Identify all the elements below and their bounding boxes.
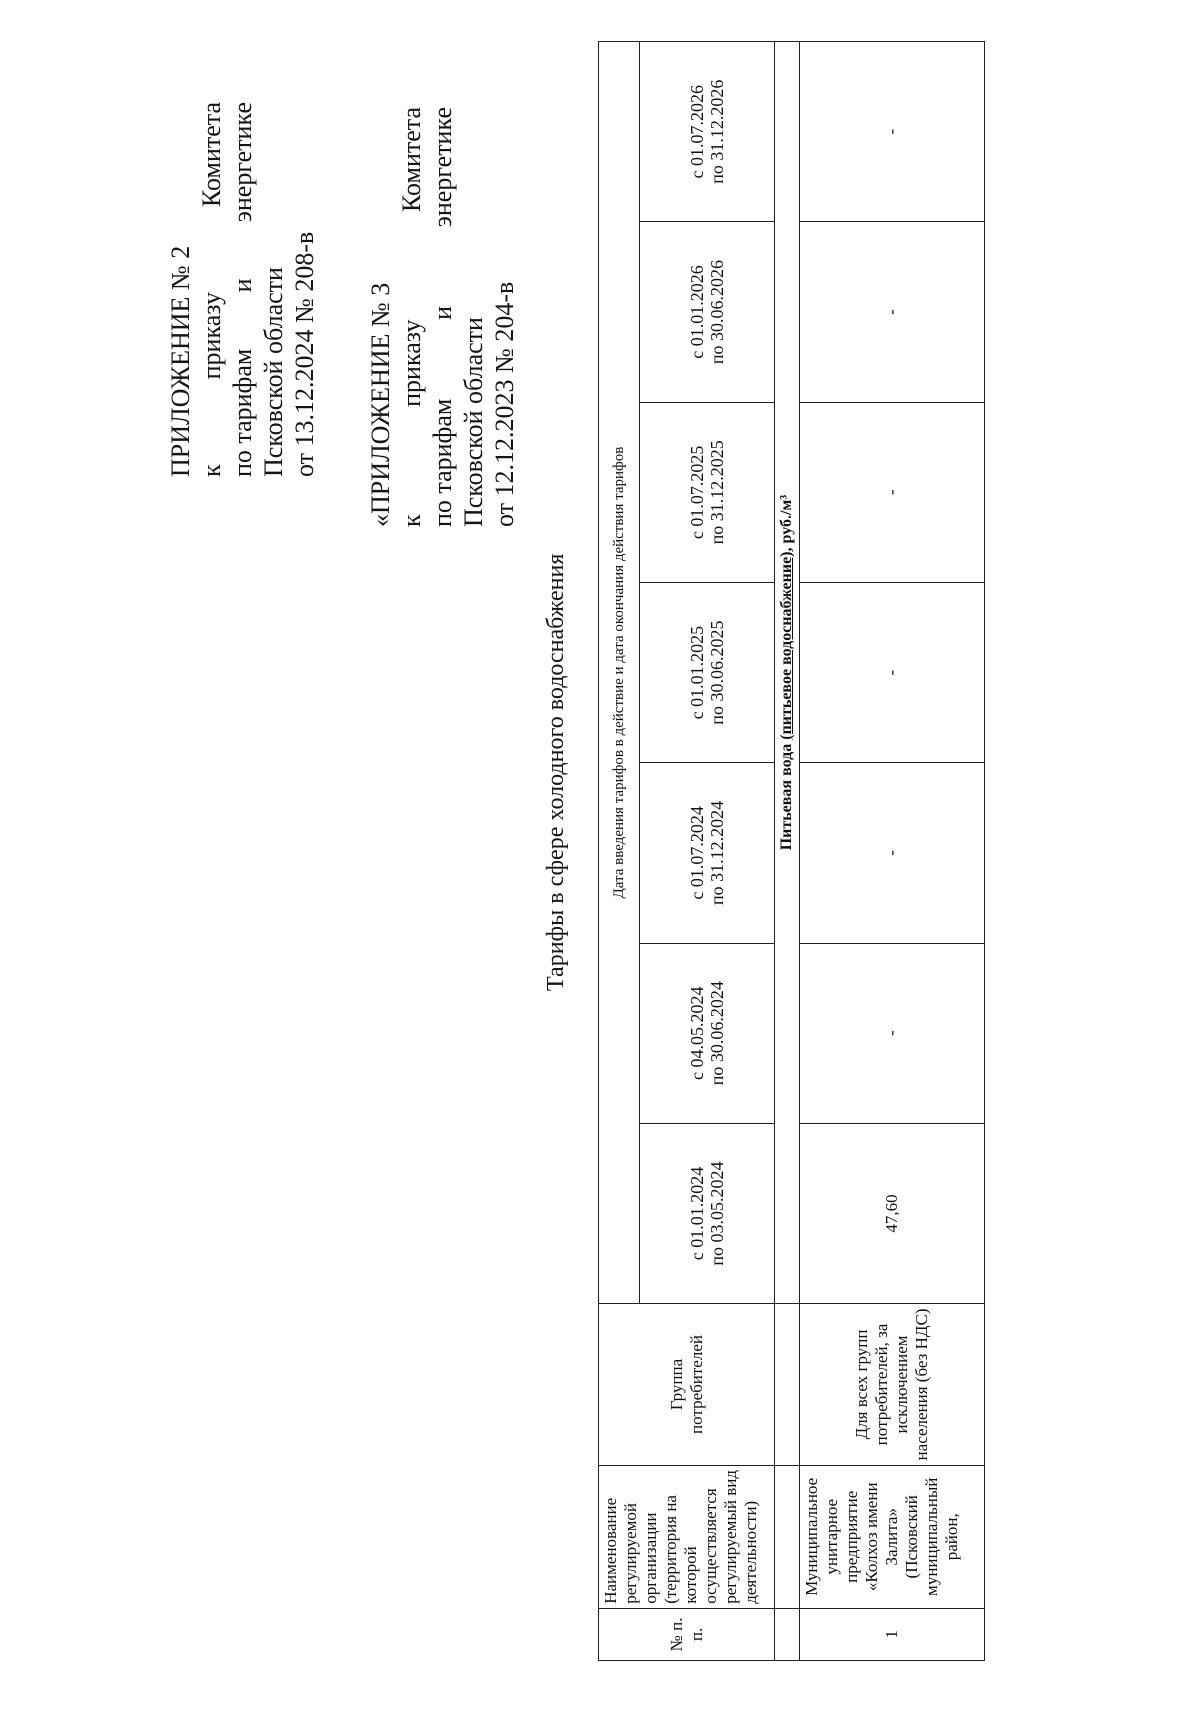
row-value: - — [800, 222, 985, 402]
appendix-current-energy-word: энергетике — [228, 102, 257, 223]
appendix-previous-energy-word: энергетике — [428, 107, 457, 228]
period-header-cell — [640, 1123, 775, 1303]
row-value: - — [800, 42, 985, 222]
period-header-cell — [640, 222, 775, 402]
period-header-cell — [640, 763, 775, 943]
period-end: по 31.12.2026 — [707, 79, 727, 184]
period-start: с 01.01.2026 — [687, 265, 707, 359]
section-title-unit: , руб./м³ — [778, 494, 795, 552]
section-empty-cell — [775, 1465, 800, 1608]
header-number: № п. п. — [599, 1608, 775, 1660]
appendix-previous-title: «ПРИЛОЖЕНИЕ № 3 — [366, 282, 395, 527]
header-consumer-group: Группа потребителей — [599, 1304, 775, 1466]
period-start: с 01.07.2026 — [687, 84, 707, 179]
period-end: по 30.06.2026 — [707, 259, 727, 365]
section-title — [775, 42, 800, 1304]
table-header-row — [599, 42, 640, 1661]
appendix-previous-date-number: от 12.12.2023 № 204-в — [490, 281, 519, 527]
appendix-current-order-line — [196, 102, 227, 477]
appendix-previous-order-word: приказу — [397, 319, 426, 407]
appendix-previous-tariffs-word: по тарифам — [428, 398, 457, 527]
section-empty-cell — [775, 1304, 800, 1466]
period-start: с 01.01.2024 — [687, 1166, 707, 1261]
header-dates-span: Дата введения тарифов в действие и дата окончания действия тарифов — [599, 42, 640, 1304]
appendix-previous-order-line — [396, 107, 427, 527]
section-title-underlined: (питьевое водоснабжение) — [778, 551, 795, 740]
section-title-prefix: Питьевая вода — [778, 739, 795, 851]
period-start: с 01.01.2025 — [687, 625, 707, 720]
appendix-current-region: Псковской области — [259, 267, 288, 477]
appendix-current-tariffs-word: по тарифам — [228, 348, 257, 477]
period-start: с 01.07.2024 — [687, 806, 707, 900]
appendix-current-date-number: от 13.12.2024 № 208-в — [290, 231, 319, 477]
period-header-cell — [640, 582, 775, 762]
section-empty-cell — [775, 1608, 800, 1660]
section-row — [775, 42, 800, 1661]
appendix-current-reference — [165, 102, 320, 477]
row-value: - — [800, 402, 985, 582]
appendix-previous-region: Псковской области — [459, 317, 488, 527]
period-header-cell — [640, 943, 775, 1123]
appendix-current-and-word: и — [228, 278, 257, 293]
appendix-current-title: ПРИЛОЖЕНИЕ № 2 — [166, 245, 195, 477]
period-header-cell — [640, 402, 775, 582]
appendix-current-to-word: к — [197, 464, 226, 477]
appendix-previous-and-word: и — [428, 305, 457, 320]
row-consumer-group: Для всех групп потребителей, за исключением населения (без НДС) — [800, 1304, 985, 1466]
appendix-current-order-word: приказу — [197, 292, 226, 380]
period-end: по 30.06.2025 — [707, 620, 727, 725]
row-organization: Муниципальное унитарное предприятие «Колхоз имени Залита» (Псковский муниципальный район, — [800, 1465, 985, 1608]
row-value: - — [800, 763, 985, 943]
header-organization: Наименование регулируемой организации (территория на которой осуществляется регулируемый вид деятельности) — [599, 1465, 775, 1608]
period-start: с 04.05.2024 — [687, 986, 707, 1080]
period-end: по 30.06.2024 — [707, 981, 727, 1086]
appendix-previous-tariffs-line — [427, 107, 458, 527]
period-end: по 31.12.2024 — [707, 800, 727, 905]
appendix-previous-committee-word: Комитета — [397, 107, 426, 213]
period-end: по 03.05.2024 — [707, 1161, 727, 1266]
period-start: с 01.07.2025 — [687, 445, 707, 540]
period-header-cell — [640, 42, 775, 222]
table-row — [800, 42, 985, 1661]
appendix-previous-reference — [365, 107, 520, 527]
row-number: 1 — [800, 1608, 985, 1660]
row-value: - — [800, 943, 985, 1123]
appendix-previous-to-word: к — [397, 514, 426, 527]
tariff-table — [598, 41, 985, 1661]
appendix-current-tariffs-line — [227, 102, 258, 477]
row-value: 47,60 — [800, 1123, 985, 1303]
period-end: по 31.12.2025 — [707, 440, 727, 545]
document-title: Тарифы в сфере холодного водоснабжения — [543, 553, 569, 991]
appendix-current-committee-word: Комитета — [197, 102, 226, 208]
row-value: - — [800, 582, 985, 762]
